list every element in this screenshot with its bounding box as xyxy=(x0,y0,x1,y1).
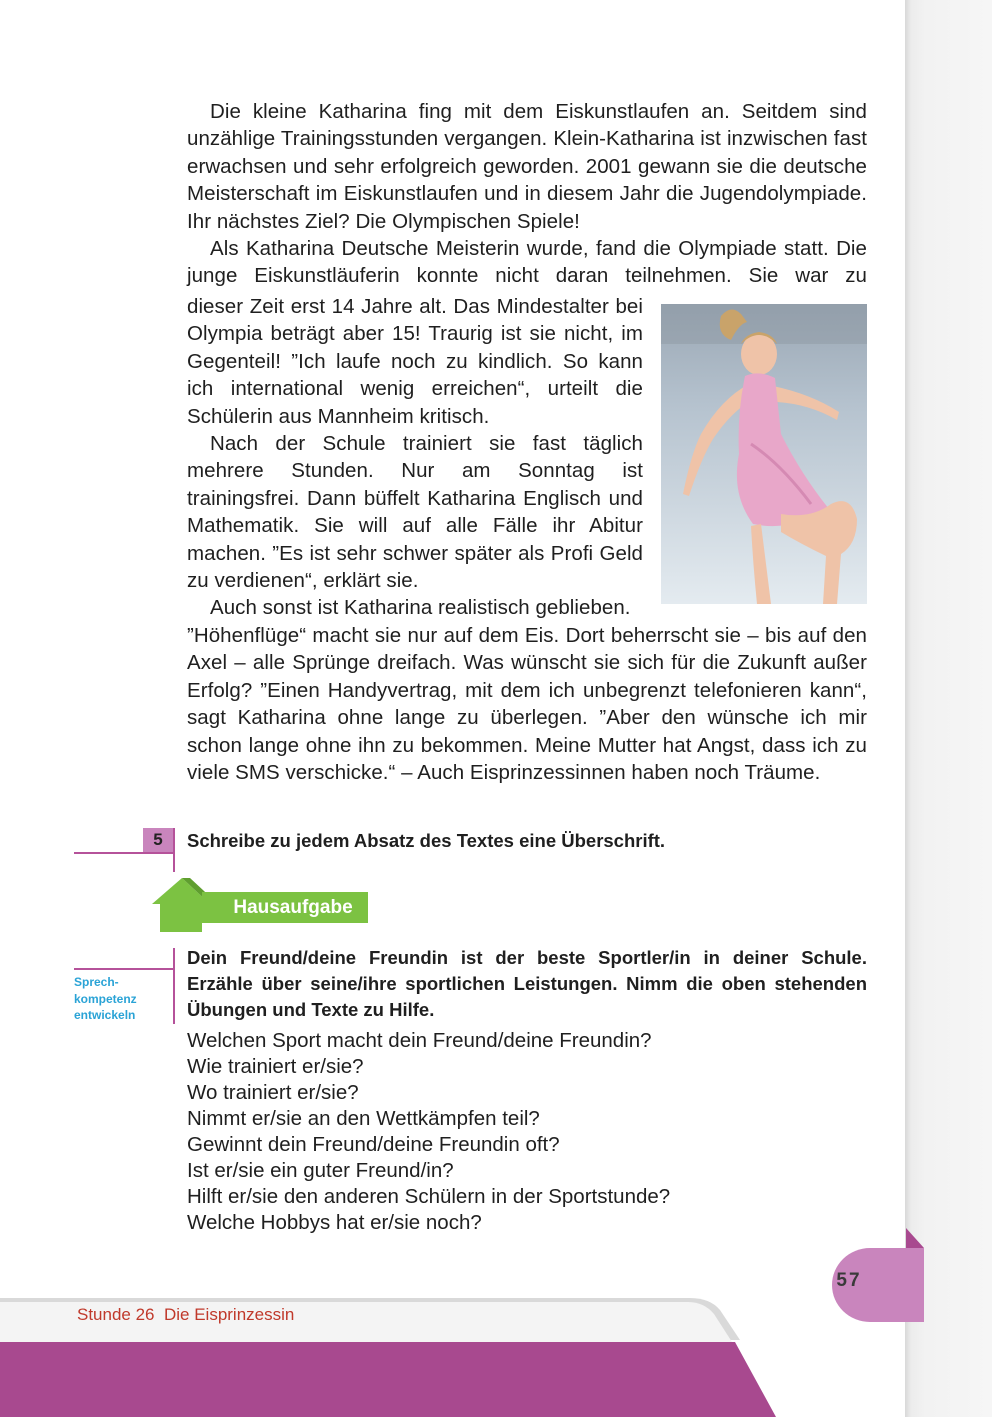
paragraph-1: Die kleine Katharina fing mit dem Eiskunstlaufen an. Seitdem sind unzählige Trainingsstunden vergangen. Klein-Katharina ist inzwischen fast erwachsen und sehr erfolgreich geworden. 2001 gewann sie die deutsche Meisterschaft im Eiskunstlaufen und in diesem Jahr die Jugendolympiade. Ihr nächstes Ziel? Die Olympischen Spiele! xyxy=(187,100,867,233)
question-item: Welchen Sport macht dein Freund/deine Freundin? xyxy=(187,1029,652,1052)
question-item: Nimmt er/sie an den Wettkämpfen teil? xyxy=(187,1107,540,1130)
figure-skater-photo xyxy=(661,304,867,604)
lesson-title: Die Eisprinzessin xyxy=(163,1305,295,1324)
article-text-bottom xyxy=(187,622,867,786)
question-item: Ist er/sie ein guter Freund/in? xyxy=(187,1159,454,1182)
footer-caption xyxy=(77,1305,294,1325)
task-number-badge: 5 xyxy=(143,828,173,852)
lesson-number: Stunde 26 xyxy=(77,1305,155,1324)
side-note-line: Sprech- xyxy=(74,975,119,989)
task-instruction: Schreibe zu jedem Absatz des Textes eine Überschrift. xyxy=(187,830,666,851)
task-divider-vertical xyxy=(173,828,175,872)
homework-instruction: Dein Freund/deine Freundin ist der beste Sportler/in in deiner Schule. Erzähle über seine/ihre sportlichen Leistungen. Nimm die oben stehenden Übungen und Texte zu Hilfe. xyxy=(187,947,867,1020)
paragraph-2-wrap: dieser Zeit erst 14 Jahre alt. Das Mindestalter bei Olympia beträgt aber 15! Traurig ist sie nicht, im Gegenteil! ”Ich laufe noch zu kindlich. So kann ich international wenig erreichen“, urteilt die Schülerin aus Mannheim kritisch. xyxy=(187,295,643,428)
paragraph-2-start: Als Katharina Deutsche Meisterin wurde, fand die Olympiade statt. Die junge Eiskunstläuferin konnte nicht daran teilnehmen. Sie war zu xyxy=(187,237,867,288)
question-item: Welche Hobbys hat er/sie noch? xyxy=(187,1211,482,1234)
homework-divider-horizontal xyxy=(74,968,174,970)
question-item: Wie trainiert er/sie? xyxy=(187,1055,364,1078)
question-item: Hilft er/sie den anderen Schülern in der Sportstunde? xyxy=(187,1185,671,1208)
page-number: 57 xyxy=(836,1270,862,1291)
article-text-top xyxy=(187,98,867,290)
homework-divider-vertical xyxy=(173,948,175,1024)
paragraph-3: Nach der Schule trainiert sie fast täglich mehrere Stunden. Nur am Sonntag ist trainingsfrei. Dann büffelt Katharina Englisch und Mathematik. Sie will auf alle Fälle ihr Abitur machen. ”Es ist sehr schwer später als Profi Geld zu verdienen“, erklärt sie. xyxy=(187,432,643,593)
side-note-line: kompetenz xyxy=(74,991,137,1006)
side-note-line: entwickeln xyxy=(74,1008,136,1022)
question-list xyxy=(187,1028,670,1236)
page-edge xyxy=(905,0,992,1417)
question-item: Wo trainiert er/sie? xyxy=(187,1081,359,1104)
task-divider-horizontal xyxy=(74,852,174,854)
competence-side-note xyxy=(74,974,164,1024)
paragraph-4-rest: ”Höhenflüge“ macht sie nur auf dem Eis. Dort beherrscht sie – bis auf den Axel – alle Sprünge dreifach. Was wünscht sie sich für die Zukunft außer Erfolg? ”Einen Handyvertrag, mit dem ich unbegrenzt telefonieren kann“, sagt Katharina ohne lange zu überlegen. ”Aber den wünsche ich mir schon lange ohne ihn zu bekommen. Meine Mutter hat Angst, dass ich zu viele SMS verschicke.“ – Auch Eisprinzessinnen haben noch Träume. xyxy=(187,624,867,785)
question-item: Gewinnt dein Freund/deine Freundin oft? xyxy=(187,1133,560,1156)
paragraph-4-start: Auch sonst ist Katharina realistisch geblieben. xyxy=(210,596,631,620)
homework-label: Hausaufgabe xyxy=(219,892,367,923)
article-text-wrapped xyxy=(187,293,643,622)
